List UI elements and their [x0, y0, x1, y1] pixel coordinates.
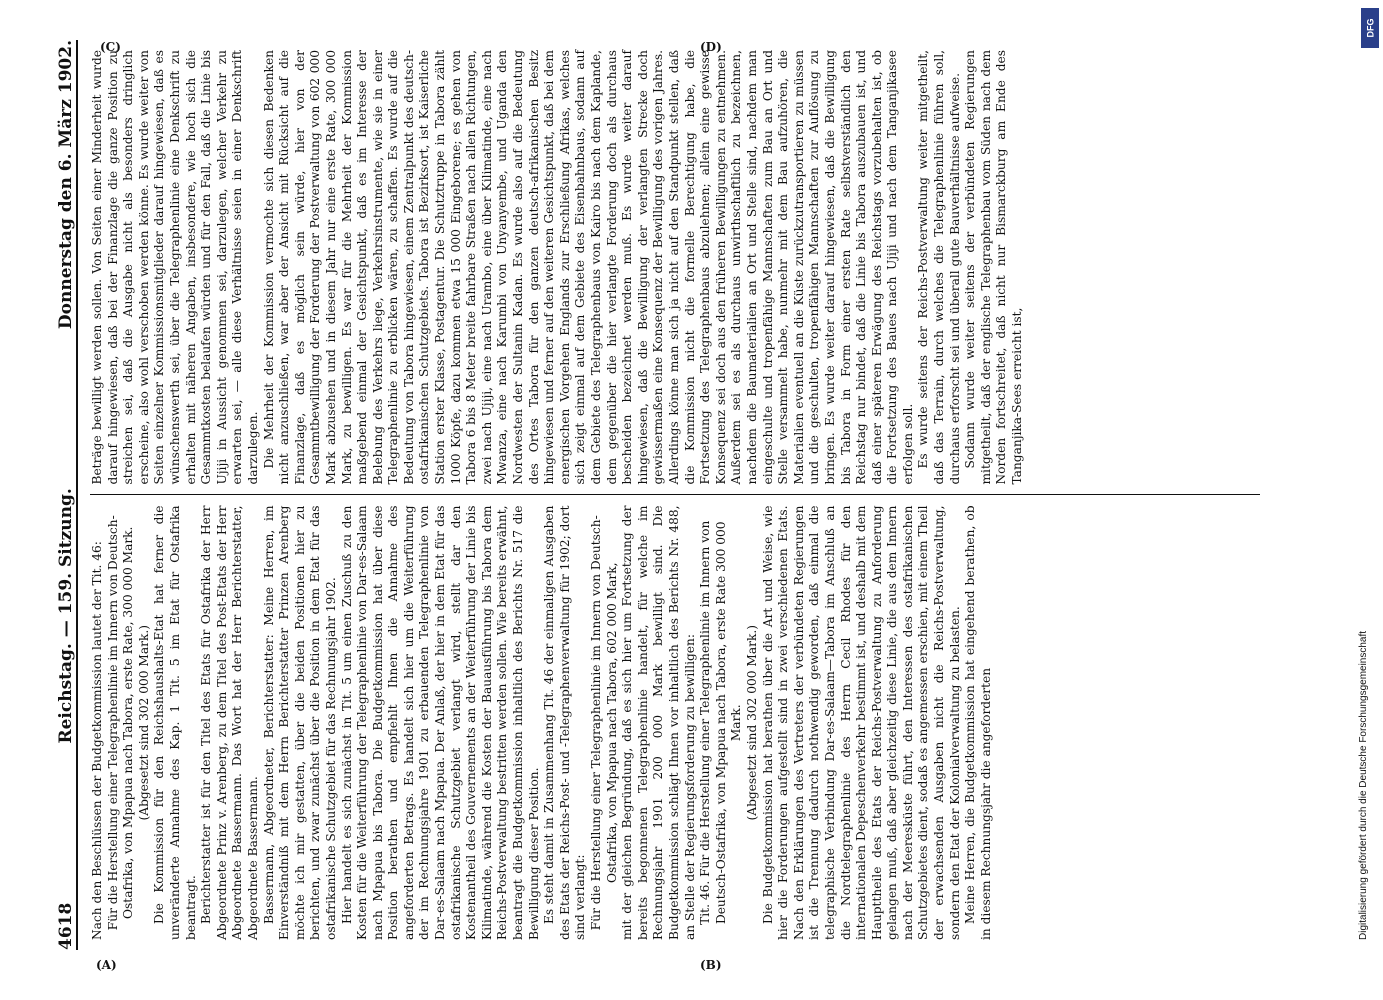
session-title: Reichstag. — 159. Sitzung. [56, 488, 76, 744]
text-columns [90, 40, 1260, 950]
left-column [90, 495, 1260, 951]
paragraph: Sodann wurde weiter seitens der verbündeten Regierungen mitgetheilt, daß der englische Telegraphenbau vom Süden nach dem Norden fortschreitet, daß nicht nur Bismarckburg am Ende des Tanganjika-Sees erreicht ist, [963, 50, 1025, 485]
paragraph: (Abgesetzt sind 302 000 Mark.) [136, 625, 151, 821]
paragraph: Für die Herstellung einer Telegraphenlinie im Innern von Deutsch-Ostafrika, von Mpapua nach Tabora, 602 000 Mark, [589, 515, 619, 931]
paragraph: Meine Herren, die Budgetkommission hat eingehend berathen, ob in diesem Rechnungsjahr die angeforderten [963, 505, 993, 940]
page-number: 4618 [56, 902, 76, 950]
paragraph: Nach den Beschlüssen der Budgetkommission lautet der Tit. 46: [90, 541, 104, 940]
paragraph: Die Budgetkommission hat berathen über die Art und Weise, wie hier die Forderungen aufgestellt sind in zwei verschiedenen Etats. Nach den Erklärungen des Vertreters der verbündeten Regierungen ist die Trennung dadurch nothwendig geworden, daß einmal die telegraphische Verbindung Dar-es-Salaam—Tabora im Anschluß an die Nordtelegraphenlinie des Herrn Cecil Rhodes für den internationalen Depeschenverkehr bestimmt ist, und deshalb mit dem Haupttheile des Etats der Reichs-Postverwaltung zu Anforderung gelangen muß, daß aber gleichzeitig diese Linie, die aus dem Innern nach der Meeresküste führt, den Interessen des ostafrikanischen Schutzgebietes dient, sodaß es angemessen erschien, mit einem Theil der erwachsenden Ausgaben nicht die Reichs-Postverwaltung, sondern den Etat der Kolonialverwaltung zu belasten. [760, 505, 962, 940]
paragraph: Beträge bewilligt werden sollen. Von Seiten einer Minderheit wurde darauf hingewiesen, daß bei der Finanzlage die ganze Position zu streichen sei, daß die Ausgabe nicht als besonders dringlich erscheine, also wohl verschoben werden könne. Es wurde weiter von Seiten einzelner Kommissionsmitglieder darauf hingewiesen, daß es wünschenswerth sei, über die Telegraphenlinie eine Denkschrift zu erhalten mit näheren Angaben, insbesondere, wie hoch sich die Gesammtkosten belaufen würden und für den Fall, daß die Linie bis Ujiji in Aussicht genommen sei, darzulegen, welcher Verkehr zu erwarten sei, — alle diese Verhältnisse seien in einer Denkschrift darzulegen. [90, 50, 260, 485]
paragraph: Es steht damit in Zusammenhang Tit. 46 der einmaligen Ausgaben des Etats der Reichs-Post- und -Telegraphenverwaltung für 1902; dort sind verlangt: [542, 505, 588, 940]
margin-marker-b: (B) [700, 958, 722, 972]
paragraph: Die Mehrheit der Kommission vermochte sich diesen Bedenken nicht anzuschließen, war aber der Ansicht mit Rücksicht auf die Finanzlage, daß es möglich sein würde, hier von der Gesammtbewilligung der Forderung der Postverwaltung von 602 000 Mark abzusehen und in diesem Jahr nur eine erste Rate, 300 000 Mark, zu bewilligen. Es war für die Mehrheit der Kommission maßgebend einmal der Gesichtspunkt, daß es im Interesse der Belebung des Verkehrs liege, Verkehrsinstrumente, wie sie in einer Telegraphenlinie zu erblicken wären, zu schaffen. Es wurde auf die Bedeutung von Tabora hingewiesen, einem Zentralpunkt des deutsch-ostafrikanischen Schutzgebiets. Tabora ist Bezirksort, ist Kaiserliche Station erster Klasse, Postagentur. Die Schutztruppe in Tabora zählt 1000 Köpfe, dazu kommen etwa 15 000 Eingeborene; es gehen von Tabora 6 bis 8 Meter breite fahrbare Straßen nach allen Richtungen, zwei nach Ujiji, eine nach Urambo, eine über Kilimatinde, eine nach Mwanza, eine nach Karumbi von Unyanyembe, und Uganda den Nordwesten der Sultanin Kadan. Es wurde also auf die Bedeutung des Ortes Tabora für den ganzen deutsch-afrikanischen Besitz hingewiesen und ferner auf den weiteren Gesichtspunkt, daß bei dem energischen Vorgehen Englands zur Erschließung Afrikas, welches sich zeigt einmal auf dem Gebiete des Eisenbahnbaus, sodann auf dem Gebiete des Telegraphenbaus von Kairo bis nach dem Kaplande, dem gegenüber die hier verlangte Forderung doch als durchaus bescheiden bezeichnet werden muß. Es wurde weiter darauf hingewiesen, daß die Bewilligung der verlangten Strecke doch gewissermaßen eine Konsequenz der Bewilligung des vorigen Jahres. Allerdings könne man sich ja nicht auf den Standpunkt stellen, daß die Kommission nicht die formelle Berechtigung habe, die Fortsetzung des Telegraphenbaus abzulehnen; allein eine gewisse Konsequenz sei doch aus den früheren Bewilligungen zu entnehmen. Außerdem sei es als durchaus unwirthschaftlich zu bezeichnen, nachdem die Baumaterialien an Ort und Stelle sind, nachdem man eingeschulte und tropenfähige Mannschaften zum Bau an Ort und Stelle versammelt habe, nunmehr mit dem Bau aufzuhören, die Materialien eventuell an die Küste zurückzutransportieren zu müssen und die geschulten, tropenfähigen Mannschaften zur Auflösung zu bringen. Es wurde weiter darauf hingewiesen, daß die Bewilligung bis Tabora in Form einer ersten Rate selbstverständlich den Reichstag nur bindet, daß die Linie bis Tabora auszubauen ist, und daß einer späteren Erwägung des Reichstags vorzubehalten ist, ob die Fortsetzung des Baues nach Ujiji und nach dem Tanganjikasee erfolgen soll. [261, 50, 915, 485]
paragraph: Es wurde seitens der Reichs-Postverwaltung weiter mitgetheilt, daß das Terrain, durch welches die Telegraphenlinie führen soll, durchaus erforscht sei und überall gute Bauverhältnisse aufweise. [916, 50, 962, 485]
dfg-logo: DFG [1361, 8, 1379, 48]
paragraph: Berichterstatter ist für den Titel des Etats für Ostafrika der Herr Abgeordnete Prinz v. Arenberg, zu dem Titel des Post-Etats der Herr Abgeordnete Bassermann. Das Wort hat der Herr Berichterstatter, Abgeordnete Bassermann. [199, 505, 260, 940]
paragraph: Bassermann, Abgeordneter, Berichterstatter: Meine Herren, im Einverständniß mit dem Herrn Berichterstatter Prinzen Arenberg möchte ich mir gestatten, über die beiden Positionen hier zu berichten, und zwar zunächst über die Position in dem Etat für das ostafrikanische Schutzgebiet für das Rechnungsjahr 1902. [261, 505, 338, 940]
right-column [90, 40, 1260, 495]
margin-marker-d: (D) [700, 40, 722, 54]
paragraph: Die Kommission für den Reichshaushalts-Etat hat ferner die unveränderte Annahme des Kap. 1 Tit. 5 im Etat für Ostafrika beantragt. [152, 505, 198, 940]
digitization-credit: Digitalisierung gefördert durch die Deutsche Forschungsgemeinschaft [1358, 630, 1369, 940]
paragraph: Hier handelt es sich zunächst in Tit. 5 um einen Zuschuß zu den Kosten für die Weiterführung der Telegraphenlinie von Dar-es-Salaam nach Mpapua bis Tabora. Die Budgetkommission hat über diese Position berathen und empfiehlt Ihnen die Annahme des angeforderten Betrags. Es handelt sich hier um die Weiterführung der im Rechnungsjahre 1901 zu erbauenden Telegraphenlinie von Dar-es-Salaam nach Mpapua. Der Anlaß, der hier in dem Etat für das ostafrikanische Schutzgebiet verlangt wird, stellt dar den Kostenantheil des Gouvernements an der Weiterführung der Linie bis Kilimatinde, während die Kosten der Bauausführung bis Tabora dem Reichs-Postverwaltung bestritten werden sollen. Wie bereits erwähnt, beantragt die Budgetkommission inhaltlich des Berichts Nr. 517 die Bewilligung dieser Position. [339, 505, 541, 940]
margin-marker-c: (C) [100, 40, 121, 54]
session-date: Donnerstag den 6. März 1902. [56, 40, 76, 330]
paragraph: (Abgesetzt sind 302 000 Mark.) [744, 625, 759, 821]
paragraph: mit der gleichen Begründung, daß es sich hier um Fortsetzung der bereits begonnenen Telegraphenlinie handelt, für welche im Rechnungsjahr 1901 200 000 Mark bewilligt sind. Die Budgetkommission schlägt Ihnen vor inhaltlich des Berichts Nr. 488, an Stelle der Regierungsforderung zu bewilligen: [620, 505, 697, 940]
margin-marker-a: (A) [96, 958, 117, 972]
page-header [40, 40, 78, 950]
paragraph: Für die Herstellung einer Telegraphenlinie im Innern von Deutsch-Ostafrika, von Mpapua nach Tabora, erste Rate, 300 000 Mark. [105, 515, 136, 931]
paragraph: Tit. 46. Für die Herstellung einer Telegraphenlinie im Innern von Deutsch-Ostafrika, von Mpapua nach Tabora, erste Rate 300 000 Mark. [698, 520, 744, 925]
